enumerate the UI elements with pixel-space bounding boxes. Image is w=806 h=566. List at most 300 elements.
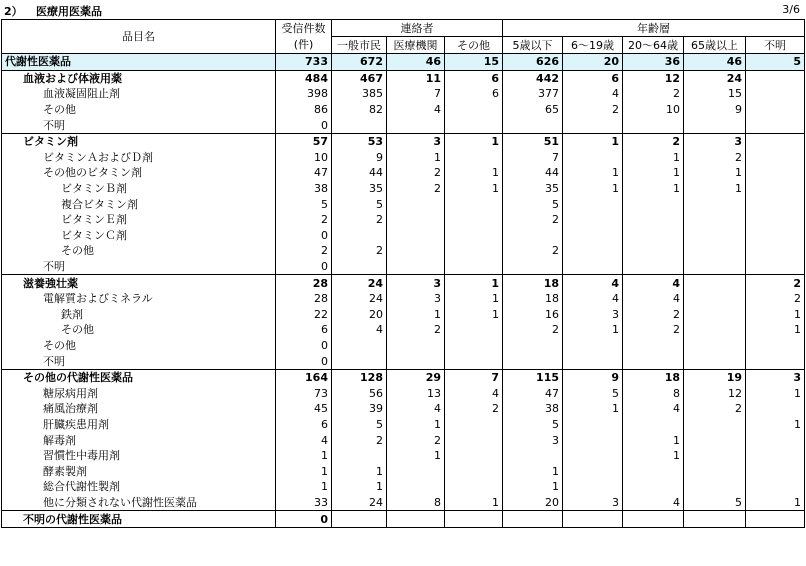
contact-public-cell: 672	[332, 54, 387, 71]
count-cell: 73	[276, 385, 332, 401]
count-header: 受信件数	[276, 20, 332, 37]
age-unknown-cell	[746, 479, 805, 495]
age-65plus-cell: 46	[684, 54, 746, 71]
contact-other-cell: 15	[445, 54, 503, 71]
age-65plus-cell: 12	[684, 385, 746, 401]
age-6-19-cell	[563, 463, 623, 479]
row-item-name: 糖尿病用剤	[2, 385, 276, 401]
age-under5-cell: 442	[503, 70, 563, 86]
table-row	[2, 117, 805, 133]
age-unknown-cell: 3	[746, 369, 805, 385]
count-cell: 0	[276, 228, 332, 244]
age-20-64-cell	[623, 212, 684, 228]
age-under5-cell: 3	[503, 432, 563, 448]
age-6-19-cell: 4	[563, 291, 623, 307]
count-cell: 0	[276, 117, 332, 133]
age-under5-header: 5歳以下	[503, 37, 563, 54]
age-under5-cell: 38	[503, 401, 563, 417]
count-unit-header: (件)	[276, 37, 332, 54]
age-6-19-cell: 20	[563, 54, 623, 71]
age-unknown-cell	[746, 70, 805, 86]
age-unknown-cell: 1	[746, 322, 805, 338]
age-6-19-header: 6～19歳	[563, 37, 623, 54]
item-name-header: 品目名	[2, 20, 276, 54]
age-20-64-header: 20～64歳	[623, 37, 684, 54]
age-unknown-cell	[746, 353, 805, 369]
contact-medical-cell: 1	[387, 307, 445, 323]
age-under5-cell: 5	[503, 196, 563, 212]
age-6-19-cell	[563, 432, 623, 448]
age-65plus-cell: 3	[684, 133, 746, 149]
row-item-name: 不明	[2, 117, 276, 133]
age-65plus-cell: 19	[684, 369, 746, 385]
contact-medical-cell	[387, 479, 445, 495]
row-item-name: 滋養強壮薬	[2, 275, 276, 291]
table-row	[2, 102, 805, 118]
age-65plus-cell	[684, 338, 746, 354]
count-cell: 5	[276, 196, 332, 212]
contact-other-cell	[445, 338, 503, 354]
contact-public-cell: 20	[332, 307, 387, 323]
contact-medical-cell: 1	[387, 448, 445, 464]
age-unknown-cell	[746, 150, 805, 166]
age-65plus-cell: 24	[684, 70, 746, 86]
row-item-name: 血液凝固阻止剤	[2, 86, 276, 102]
age-65plus-cell	[684, 307, 746, 323]
age-65plus-cell	[684, 322, 746, 338]
row-item-name: 痛風治療剤	[2, 401, 276, 417]
age-under5-cell: 47	[503, 385, 563, 401]
contact-medical-cell: 3	[387, 275, 445, 291]
contact-public-cell: 2	[332, 432, 387, 448]
contact-public-cell	[332, 259, 387, 275]
row-item-name: ビタミンＣ剤	[2, 228, 276, 244]
age-20-64-cell	[623, 479, 684, 495]
count-cell: 164	[276, 369, 332, 385]
page-header	[4, 3, 800, 17]
age-65plus-cell	[684, 479, 746, 495]
contact-medical-cell	[387, 196, 445, 212]
age-6-19-cell	[563, 243, 623, 259]
contact-other-cell	[445, 117, 503, 133]
age-20-64-cell: 4	[623, 401, 684, 417]
count-cell: 1	[276, 479, 332, 495]
age-65plus-cell	[684, 463, 746, 479]
contact-public-cell: 24	[332, 291, 387, 307]
age-6-19-cell: 1	[563, 401, 623, 417]
contact-other-cell	[445, 102, 503, 118]
contact-other-cell: 1	[445, 291, 503, 307]
contact-medical-cell: 29	[387, 369, 445, 385]
count-cell: 10	[276, 150, 332, 166]
contact-public-cell: 5	[332, 417, 387, 433]
contact-medical-cell: 3	[387, 133, 445, 149]
age-6-19-cell	[563, 448, 623, 464]
age-6-19-cell	[563, 228, 623, 244]
age-20-64-cell	[623, 259, 684, 275]
contact-medical-cell: 11	[387, 70, 445, 86]
table-row	[2, 432, 805, 448]
contact-other-cell: 4	[445, 385, 503, 401]
age-20-64-cell: 1	[623, 165, 684, 181]
age-65plus-cell	[684, 212, 746, 228]
age-unknown-cell: 2	[746, 291, 805, 307]
age-under5-cell: 18	[503, 275, 563, 291]
contact-other-cell	[445, 228, 503, 244]
age-6-19-cell	[563, 338, 623, 354]
age-unknown-cell	[746, 196, 805, 212]
contact-public-cell: 128	[332, 369, 387, 385]
table-row	[2, 259, 805, 275]
age-unknown-cell	[746, 212, 805, 228]
age-under5-cell: 5	[503, 417, 563, 433]
contact-other-cell: 6	[445, 86, 503, 102]
age-6-19-cell: 5	[563, 385, 623, 401]
contact-other-cell: 2	[445, 401, 503, 417]
age-65plus-cell	[684, 291, 746, 307]
count-cell: 86	[276, 102, 332, 118]
contact-other-cell	[445, 463, 503, 479]
contact-medical-cell	[387, 243, 445, 259]
age-unknown-cell	[746, 448, 805, 464]
contact-medical-cell: 8	[387, 495, 445, 511]
age-under5-cell	[503, 353, 563, 369]
count-cell: 45	[276, 401, 332, 417]
age-under5-cell	[503, 117, 563, 133]
age-65plus-cell	[684, 275, 746, 291]
age-20-64-cell	[623, 243, 684, 259]
count-cell: 57	[276, 133, 332, 149]
count-cell: 1	[276, 448, 332, 464]
age-20-64-cell: 8	[623, 385, 684, 401]
age-under5-cell: 2	[503, 243, 563, 259]
contact-other-cell: 7	[445, 369, 503, 385]
table-row	[2, 243, 805, 259]
age-20-64-cell	[623, 353, 684, 369]
count-cell: 4	[276, 432, 332, 448]
age-6-19-cell	[563, 117, 623, 133]
age-20-64-cell: 2	[623, 133, 684, 149]
age-20-64-cell	[623, 228, 684, 244]
count-cell: 0	[276, 511, 332, 528]
contact-other-cell	[445, 322, 503, 338]
contact-other-cell	[445, 196, 503, 212]
contact-public-cell: 5	[332, 196, 387, 212]
contact-public-cell: 1	[332, 479, 387, 495]
contact-public-cell: 82	[332, 102, 387, 118]
row-item-name: ビタミンＢ剤	[2, 181, 276, 197]
table-row	[2, 228, 805, 244]
age-under5-cell: 44	[503, 165, 563, 181]
age-20-64-cell: 12	[623, 70, 684, 86]
age-65plus-cell	[684, 353, 746, 369]
contact-group-header: 連絡者	[332, 20, 503, 37]
age-under5-cell: 2	[503, 322, 563, 338]
table-row	[2, 181, 805, 197]
row-item-name: 解毒剤	[2, 432, 276, 448]
age-20-64-cell: 2	[623, 307, 684, 323]
table-row	[2, 70, 805, 86]
age-20-64-cell	[623, 117, 684, 133]
count-cell: 0	[276, 338, 332, 354]
age-20-64-cell	[623, 463, 684, 479]
contact-medical-cell: 2	[387, 432, 445, 448]
age-unknown-cell	[746, 432, 805, 448]
row-item-name: 肝臓疾患用剤	[2, 417, 276, 433]
age-6-19-cell: 3	[563, 307, 623, 323]
age-unknown-cell	[746, 511, 805, 528]
age-under5-cell: 16	[503, 307, 563, 323]
contact-medical-cell: 2	[387, 322, 445, 338]
row-item-name: その他	[2, 243, 276, 259]
age-unknown-cell: 1	[746, 385, 805, 401]
age-20-64-cell: 10	[623, 102, 684, 118]
contact-other-cell: 1	[445, 495, 503, 511]
contact-public-cell	[332, 228, 387, 244]
age-under5-cell: 18	[503, 291, 563, 307]
age-65plus-cell: 1	[684, 165, 746, 181]
age-group-header: 年齢層	[503, 20, 805, 37]
section-title	[4, 3, 102, 19]
contact-public-cell	[332, 338, 387, 354]
contact-medical-cell	[387, 117, 445, 133]
age-6-19-cell	[563, 511, 623, 528]
table-row	[2, 86, 805, 102]
age-20-64-cell: 1	[623, 181, 684, 197]
table-row	[2, 307, 805, 323]
age-20-64-cell	[623, 511, 684, 528]
page-number: 3/6	[782, 3, 800, 16]
contact-public-cell	[332, 117, 387, 133]
count-cell: 28	[276, 291, 332, 307]
contact-medical-cell: 2	[387, 181, 445, 197]
age-unknown-cell	[746, 86, 805, 102]
age-under5-cell: 51	[503, 133, 563, 149]
row-item-name: その他の代謝性医薬品	[2, 369, 276, 385]
age-unknown-cell	[746, 259, 805, 275]
row-item-name: 総合代謝性製剤	[2, 479, 276, 495]
age-6-19-cell: 1	[563, 165, 623, 181]
row-item-name: 不明の代謝性医薬品	[2, 511, 276, 528]
age-6-19-cell	[563, 417, 623, 433]
age-20-64-cell: 2	[623, 86, 684, 102]
table-row	[2, 495, 805, 511]
age-unknown-cell: 1	[746, 417, 805, 433]
age-65plus-cell	[684, 243, 746, 259]
contact-public-cell: 35	[332, 181, 387, 197]
age-6-19-cell	[563, 479, 623, 495]
row-item-name: 複合ビタミン剤	[2, 196, 276, 212]
table-row	[2, 511, 805, 528]
age-under5-cell	[503, 338, 563, 354]
row-item-name: 習慣性中毒用剤	[2, 448, 276, 464]
count-cell: 28	[276, 275, 332, 291]
age-65plus-cell	[684, 228, 746, 244]
count-cell: 484	[276, 70, 332, 86]
count-cell: 6	[276, 322, 332, 338]
age-unknown-cell: 1	[746, 495, 805, 511]
contact-public-cell	[332, 448, 387, 464]
row-item-name: その他	[2, 322, 276, 338]
contact-other-cell: 6	[445, 70, 503, 86]
age-under5-cell	[503, 448, 563, 464]
count-cell: 0	[276, 259, 332, 275]
contact-other-cell	[445, 259, 503, 275]
contact-medical-cell	[387, 353, 445, 369]
age-6-19-cell: 1	[563, 133, 623, 149]
contact-medical-cell: 2	[387, 165, 445, 181]
age-6-19-cell	[563, 196, 623, 212]
table-row	[2, 165, 805, 181]
age-65plus-cell: 2	[684, 150, 746, 166]
age-under5-cell: 1	[503, 479, 563, 495]
table-row	[2, 212, 805, 228]
contact-medical-cell: 1	[387, 417, 445, 433]
contact-public-cell: 2	[332, 243, 387, 259]
count-cell: 398	[276, 86, 332, 102]
age-6-19-cell	[563, 259, 623, 275]
contact-other-cell: 1	[445, 275, 503, 291]
contact-other-cell	[445, 511, 503, 528]
row-item-name: 酵素製剤	[2, 463, 276, 479]
row-item-name: その他のビタミン剤	[2, 165, 276, 181]
age-6-19-cell: 1	[563, 181, 623, 197]
contact-public-cell: 24	[332, 495, 387, 511]
age-65plus-cell: 1	[684, 181, 746, 197]
contact-public-cell	[332, 511, 387, 528]
contact-public-cell: 467	[332, 70, 387, 86]
count-cell: 22	[276, 307, 332, 323]
age-unknown-cell	[746, 181, 805, 197]
contact-other-cell	[445, 417, 503, 433]
contact-public-cell: 44	[332, 165, 387, 181]
table-row	[2, 385, 805, 401]
contact-public-header: 一般市民	[332, 37, 387, 54]
row-item-name: ビタミン剤	[2, 133, 276, 149]
count-cell: 733	[276, 54, 332, 71]
age-6-19-cell: 4	[563, 275, 623, 291]
contact-other-cell	[445, 243, 503, 259]
contact-public-cell: 385	[332, 86, 387, 102]
age-65plus-cell	[684, 259, 746, 275]
count-cell: 2	[276, 212, 332, 228]
table-row	[2, 369, 805, 385]
table-row	[2, 463, 805, 479]
section-title-text: 医療用医薬品	[36, 5, 102, 18]
age-20-64-cell	[623, 338, 684, 354]
count-cell: 1	[276, 463, 332, 479]
row-item-name: ビタミンＡおよびＤ剤	[2, 150, 276, 166]
age-65plus-cell	[684, 432, 746, 448]
age-65plus-cell	[684, 448, 746, 464]
row-item-name: 血液および体液用薬	[2, 70, 276, 86]
row-item-name: その他	[2, 102, 276, 118]
age-20-64-cell: 1	[623, 448, 684, 464]
age-65plus-cell: 2	[684, 401, 746, 417]
table-row	[2, 338, 805, 354]
age-6-19-cell	[563, 212, 623, 228]
age-20-64-cell: 1	[623, 432, 684, 448]
age-65plus-cell: 5	[684, 495, 746, 511]
age-20-64-cell	[623, 196, 684, 212]
age-under5-cell: 626	[503, 54, 563, 71]
row-item-name: 不明	[2, 259, 276, 275]
row-item-name: 不明	[2, 353, 276, 369]
row-item-name: 代謝性医薬品	[2, 54, 276, 71]
age-65plus-cell: 9	[684, 102, 746, 118]
age-under5-cell	[503, 228, 563, 244]
table-row	[2, 150, 805, 166]
contact-public-cell: 24	[332, 275, 387, 291]
age-unknown-cell: 1	[746, 307, 805, 323]
age-20-64-cell: 4	[623, 291, 684, 307]
contact-other-cell: 1	[445, 133, 503, 149]
contact-medical-cell	[387, 212, 445, 228]
age-under5-cell: 65	[503, 102, 563, 118]
contact-medical-cell	[387, 228, 445, 244]
age-6-19-cell: 6	[563, 70, 623, 86]
contact-public-cell: 1	[332, 463, 387, 479]
contact-other-cell	[445, 353, 503, 369]
contact-public-cell: 56	[332, 385, 387, 401]
contact-other-cell	[445, 150, 503, 166]
age-20-64-cell: 36	[623, 54, 684, 71]
age-unknown-cell	[746, 401, 805, 417]
contact-medical-cell: 13	[387, 385, 445, 401]
age-20-64-cell: 4	[623, 275, 684, 291]
age-under5-cell: 1	[503, 463, 563, 479]
count-cell: 0	[276, 353, 332, 369]
table-row	[2, 133, 805, 149]
contact-other-cell: 1	[445, 181, 503, 197]
age-65plus-header: 65歳以上	[684, 37, 746, 54]
contact-medical-cell: 46	[387, 54, 445, 71]
age-unknown-cell	[746, 228, 805, 244]
contact-medical-cell	[387, 259, 445, 275]
table-row	[2, 291, 805, 307]
count-cell: 38	[276, 181, 332, 197]
age-65plus-cell	[684, 196, 746, 212]
age-65plus-cell	[684, 511, 746, 528]
row-item-name: その他	[2, 338, 276, 354]
age-under5-cell	[503, 511, 563, 528]
age-under5-cell: 2	[503, 212, 563, 228]
contact-other-cell	[445, 432, 503, 448]
contact-public-cell: 53	[332, 133, 387, 149]
contact-public-cell: 39	[332, 401, 387, 417]
age-unknown-cell	[746, 102, 805, 118]
contact-medical-header: 医療機関	[387, 37, 445, 54]
age-20-64-cell: 1	[623, 150, 684, 166]
contact-public-cell: 9	[332, 150, 387, 166]
contact-medical-cell: 7	[387, 86, 445, 102]
age-under5-cell: 7	[503, 150, 563, 166]
table-row	[2, 54, 805, 71]
contact-public-cell: 4	[332, 322, 387, 338]
age-under5-cell: 377	[503, 86, 563, 102]
contact-medical-cell	[387, 338, 445, 354]
age-20-64-cell: 4	[623, 495, 684, 511]
contact-other-cell	[445, 448, 503, 464]
contact-other-cell	[445, 479, 503, 495]
row-item-name: 他に分類されない代謝性医薬品	[2, 495, 276, 511]
age-under5-cell	[503, 259, 563, 275]
age-65plus-cell: 15	[684, 86, 746, 102]
table-row	[2, 322, 805, 338]
age-20-64-cell	[623, 417, 684, 433]
contact-medical-cell	[387, 463, 445, 479]
contact-medical-cell	[387, 511, 445, 528]
